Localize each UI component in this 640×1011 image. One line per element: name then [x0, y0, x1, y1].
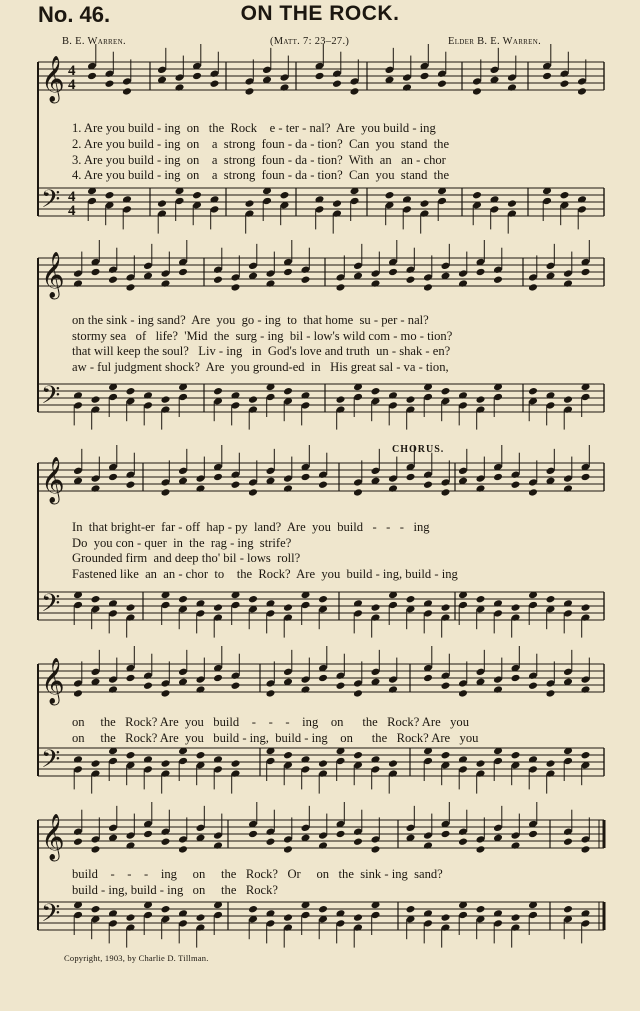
note-head: [423, 674, 433, 683]
note-head: [126, 751, 136, 760]
note-head: [528, 387, 538, 396]
treble-clef-icon: 𝄞: [41, 252, 65, 298]
note-head: [388, 759, 398, 768]
note-head: [280, 83, 290, 92]
note-head: [283, 603, 293, 612]
hymn-number: No. 46.: [38, 2, 111, 27]
note-head: [283, 268, 293, 277]
note-head: [388, 685, 398, 694]
bass-clef-icon: 𝄢: [41, 745, 61, 780]
time-signature: 4: [68, 189, 76, 205]
note-head: [231, 283, 241, 292]
note-head: [91, 268, 101, 277]
treble-clef-icon: 𝄞: [41, 457, 65, 503]
note-head: [73, 279, 83, 288]
note-head: [231, 759, 241, 768]
note-head: [336, 681, 346, 690]
lyric-line: Fastened like an an - chor to the Rock? Are you build - ing, build - ing: [72, 567, 458, 581]
note-head: [126, 674, 136, 683]
note-head: [213, 387, 223, 396]
note-head: [472, 87, 482, 96]
note-head: [266, 689, 276, 698]
time-signature: 4: [68, 203, 76, 219]
note-head: [476, 395, 486, 404]
note-head: [126, 480, 136, 489]
note-head: [161, 395, 171, 404]
note-head: [441, 387, 451, 396]
note-head: [511, 603, 521, 612]
note-head: [581, 685, 591, 694]
note-head: [476, 759, 486, 768]
lyric-line: on the sink - ing sand? Are you go - ing to that home su - per - nal?: [72, 313, 429, 327]
note-head: [91, 845, 101, 854]
note-head: [283, 845, 293, 854]
note-head: [476, 595, 486, 604]
note-head: [371, 279, 381, 288]
note-head: [213, 674, 223, 683]
lyric-line: build - ing, build - ing on the Rock?: [72, 883, 279, 897]
note-head: [388, 268, 398, 277]
note-head: [336, 283, 346, 292]
treble-clef-icon: 𝄞: [41, 658, 65, 704]
note-head: [406, 275, 416, 284]
bass-clef-icon: 𝄢: [41, 381, 61, 416]
note-head: [472, 191, 482, 200]
note-head: [493, 685, 503, 694]
note-head: [126, 283, 136, 292]
lyric-line: 3. Are you build - ing on a strong foun - da - tion? With an an - chor: [72, 153, 446, 167]
note-head: [283, 751, 293, 760]
note-head: [528, 681, 538, 690]
note-head: [266, 279, 276, 288]
note-head: [213, 473, 223, 482]
note-head: [91, 484, 101, 493]
note-head: [476, 268, 486, 277]
note-head: [196, 484, 206, 493]
note-head: [283, 387, 293, 396]
lyric-line: In that bright-er far - off hap - py land? Are you build - - - ing: [72, 520, 430, 534]
note-head: [577, 87, 587, 96]
note-head: [441, 830, 451, 839]
note-head: [91, 759, 101, 768]
note-head: [546, 689, 556, 698]
note-head: [196, 751, 206, 760]
note-head: [371, 845, 381, 854]
note-head: [511, 751, 521, 760]
lyric-line: Grounded firm and deep tho' bil - lows roll?: [72, 551, 301, 565]
note-head: [476, 484, 486, 493]
note-head: [560, 191, 570, 200]
note-head: [175, 83, 185, 92]
note-head: [423, 283, 433, 292]
note-head: [245, 87, 255, 96]
note-head: [161, 689, 171, 698]
note-head: [388, 484, 398, 493]
lyric-line: on the Rock? Are you build - - - ing on the Rock? Are you: [72, 715, 469, 729]
note-head: [248, 395, 258, 404]
note-head: [318, 595, 328, 604]
note-head: [353, 689, 363, 698]
note-head: [196, 685, 206, 694]
note-head: [161, 279, 171, 288]
note-head: [402, 83, 412, 92]
note-head: [73, 689, 83, 698]
note-head: [423, 841, 433, 850]
note-head: [248, 488, 258, 497]
lyric-line: 1. Are you build - ing on the Rock e - ter - nal? Are you build - ing: [72, 121, 436, 135]
note-head: [318, 841, 328, 850]
note-head: [507, 83, 517, 92]
note-head: [178, 595, 188, 604]
note-head: [458, 279, 468, 288]
note-head: [91, 905, 101, 914]
note-head: [143, 681, 153, 690]
note-head: [108, 473, 118, 482]
note-head: [563, 395, 573, 404]
note-head: [157, 199, 167, 208]
note-head: [122, 87, 132, 96]
note-head: [406, 595, 416, 604]
note-head: [406, 395, 416, 404]
note-head: [581, 268, 591, 277]
note-head: [332, 199, 342, 208]
note-head: [528, 830, 538, 839]
note-head: [563, 279, 573, 288]
note-head: [476, 905, 486, 914]
note-head: [563, 484, 573, 493]
note-head: [458, 837, 468, 846]
note-head: [248, 595, 258, 604]
note-head: [161, 759, 171, 768]
note-head: [581, 603, 591, 612]
note-head: [178, 845, 188, 854]
note-head: [301, 685, 311, 694]
note-head: [581, 473, 591, 482]
note-head: [441, 488, 451, 497]
note-head: [301, 473, 311, 482]
note-head: [528, 283, 538, 292]
note-head: [371, 387, 381, 396]
note-head: [507, 199, 517, 208]
note-head: [213, 841, 223, 850]
lyric-line: stormy sea of life? 'Mid the surg - ing bil - low's wild com - mo - tion?: [72, 329, 453, 343]
note-head: [161, 905, 171, 914]
note-head: [546, 759, 556, 768]
note-head: [546, 595, 556, 604]
treble-clef-icon: 𝄞: [41, 814, 65, 860]
note-head: [192, 72, 202, 81]
lyric-line: 2. Are you build - ing on a strong foun - da - tion? Can you stand the: [72, 137, 450, 151]
note-head: [105, 79, 115, 88]
note-head: [283, 484, 293, 493]
note-head: [213, 603, 223, 612]
note-head: [542, 72, 552, 81]
note-head: [437, 79, 447, 88]
note-head: [126, 387, 136, 396]
note-head: [353, 751, 363, 760]
note-head: [353, 913, 363, 922]
note-head: [161, 488, 171, 497]
note-head: [178, 268, 188, 277]
note-head: [315, 72, 325, 81]
note-head: [441, 603, 451, 612]
note-head: [126, 603, 136, 612]
bass-clef-icon: 𝄢: [41, 589, 61, 624]
lyric-line: Do you con - quer in the rag - ing strife?: [72, 536, 292, 550]
note-head: [353, 837, 363, 846]
note-head: [420, 199, 430, 208]
note-head: [73, 837, 83, 846]
note-head: [581, 751, 591, 760]
note-head: [231, 681, 241, 690]
scripture-reference: (Matt. 7: 23–27.): [270, 36, 350, 47]
bass-clef-icon: 𝄢: [41, 185, 61, 220]
note-head: [126, 913, 136, 922]
note-head: [528, 488, 538, 497]
note-head: [105, 191, 115, 200]
note-head: [318, 905, 328, 914]
note-head: [318, 480, 328, 489]
note-head: [108, 275, 118, 284]
hymn-title: ON THE ROCK.: [240, 2, 400, 25]
note-head: [301, 275, 311, 284]
note-head: [511, 674, 521, 683]
note-head: [336, 830, 346, 839]
note-head: [563, 905, 573, 914]
note-head: [371, 603, 381, 612]
treble-clef-icon: 𝄞: [41, 56, 65, 102]
lyric-line: aw - ful judgment shock? Are you ground-ed in His great sal - va - tion,: [72, 360, 449, 374]
note-head: [231, 480, 241, 489]
note-head: [126, 841, 136, 850]
time-signature: 4: [68, 63, 76, 79]
note-head: [161, 837, 171, 846]
note-head: [493, 473, 503, 482]
note-head: [441, 751, 451, 760]
note-head: [91, 395, 101, 404]
note-head: [245, 199, 255, 208]
note-head: [511, 841, 521, 850]
note-head: [108, 685, 118, 694]
note-head: [563, 837, 573, 846]
note-head: [493, 275, 503, 284]
chorus-label: CHORUS.: [392, 444, 445, 455]
note-head: [511, 913, 521, 922]
note-head: [192, 191, 202, 200]
lyricist-credit: B. E. Warren.: [62, 36, 126, 47]
note-head: [318, 759, 328, 768]
note-head: [283, 913, 293, 922]
note-head: [581, 845, 591, 854]
note-head: [196, 913, 206, 922]
note-head: [91, 595, 101, 604]
note-head: [406, 905, 416, 914]
note-head: [332, 79, 342, 88]
note-head: [210, 79, 220, 88]
note-head: [336, 395, 346, 404]
bass-clef-icon: 𝄢: [41, 899, 61, 934]
note-head: [441, 913, 451, 922]
note-head: [353, 488, 363, 497]
note-head: [318, 674, 328, 683]
note-head: [385, 191, 395, 200]
note-head: [248, 905, 258, 914]
time-signature: 4: [68, 77, 76, 93]
note-head: [406, 473, 416, 482]
note-head: [213, 275, 223, 284]
note-head: [266, 837, 276, 846]
note-head: [476, 845, 486, 854]
lyric-line: on the Rock? Are you build - ing, build - ing on the Rock? Are you: [72, 731, 479, 745]
note-head: [280, 191, 290, 200]
note-head: [143, 830, 153, 839]
note-head: [248, 830, 258, 839]
note-head: [423, 480, 433, 489]
note-head: [441, 681, 451, 690]
copyright-notice: Copyright, 1903, by Charlie D. Tillman.: [64, 953, 209, 963]
note-head: [458, 689, 468, 698]
note-head: [87, 72, 97, 81]
lyric-line: build - - - ing on the Rock? Or on the sink - ing sand?: [72, 867, 443, 881]
note-head: [560, 79, 570, 88]
lyric-line: 4. Are you build - ing on a strong foun - da - tion? Can you stand the: [72, 168, 450, 182]
note-head: [511, 480, 521, 489]
note-head: [420, 72, 430, 81]
composer-credit: Elder B. E. Warren.: [448, 36, 542, 47]
lyric-line: that will keep the soul? Liv - ing in God's love and truth un - shak - en?: [72, 344, 451, 358]
note-head: [350, 87, 360, 96]
